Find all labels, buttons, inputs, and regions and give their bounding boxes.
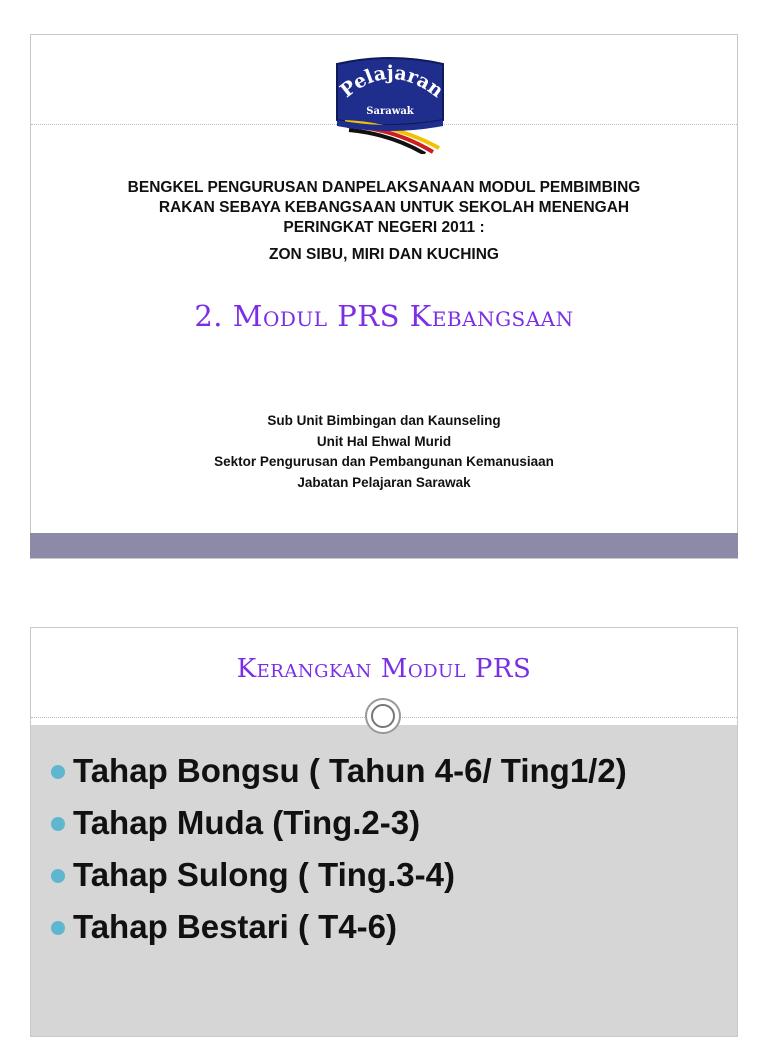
title-slide xyxy=(30,34,738,559)
list-item-text: Tahap Sulong ( Ting.3-4) xyxy=(73,856,455,893)
list-item xyxy=(49,745,627,797)
list-item-text: Tahap Muda (Ting.2-3) xyxy=(73,804,421,841)
credit-line: Unit Hal Ehwal Murid xyxy=(316,433,452,449)
list-item-text: Tahap Bongsu ( Tahun 4-6/ Ting1/2) xyxy=(73,752,627,789)
slide-title: 2. Modul PRS Kebangsaan xyxy=(194,299,574,333)
bullet-list xyxy=(49,745,627,953)
ring-ornament xyxy=(365,698,401,734)
bullet-icon xyxy=(51,765,65,779)
pelajaran-sarawak-logo xyxy=(333,56,447,154)
credit-line: Jabatan Pelajaran Sarawak xyxy=(297,474,471,490)
logo-text-top: Pelajaran xyxy=(336,61,447,103)
slide-title: Kerangkan Modul PRS xyxy=(236,654,532,684)
credits-block xyxy=(31,411,737,493)
list-item xyxy=(49,797,627,849)
outline-slide xyxy=(30,627,738,1037)
credit-line: Sub Unit Bimbingan dan Kaunseling xyxy=(267,413,501,428)
list-item xyxy=(49,849,627,901)
workshop-heading xyxy=(51,178,717,238)
bullet-icon xyxy=(51,869,65,883)
logo-text-bottom: Sarawak xyxy=(366,106,414,117)
list-item-text: Tahap Bestari ( T4-6) xyxy=(73,908,397,945)
heading-line: BENGKEL PENGURUSAN DANPELAKSANAAN MODUL PEMBIMBING xyxy=(127,179,641,196)
bullet-icon xyxy=(51,921,65,935)
heading-line: RAKAN SEBAYA KEBANGSAAN UNTUK SEKOLAH MENENGAH xyxy=(158,199,630,216)
credit-line: Sektor Pengurusan dan Pembangunan Kemanusiaan xyxy=(214,454,554,469)
list-item xyxy=(49,901,627,953)
heading-line: PERINGKAT NEGERI 2011 : xyxy=(283,219,485,236)
zone-line: ZON SIBU, MIRI DAN KUCHING xyxy=(269,246,499,263)
bullet-icon xyxy=(51,817,65,831)
footer-band xyxy=(30,533,738,558)
